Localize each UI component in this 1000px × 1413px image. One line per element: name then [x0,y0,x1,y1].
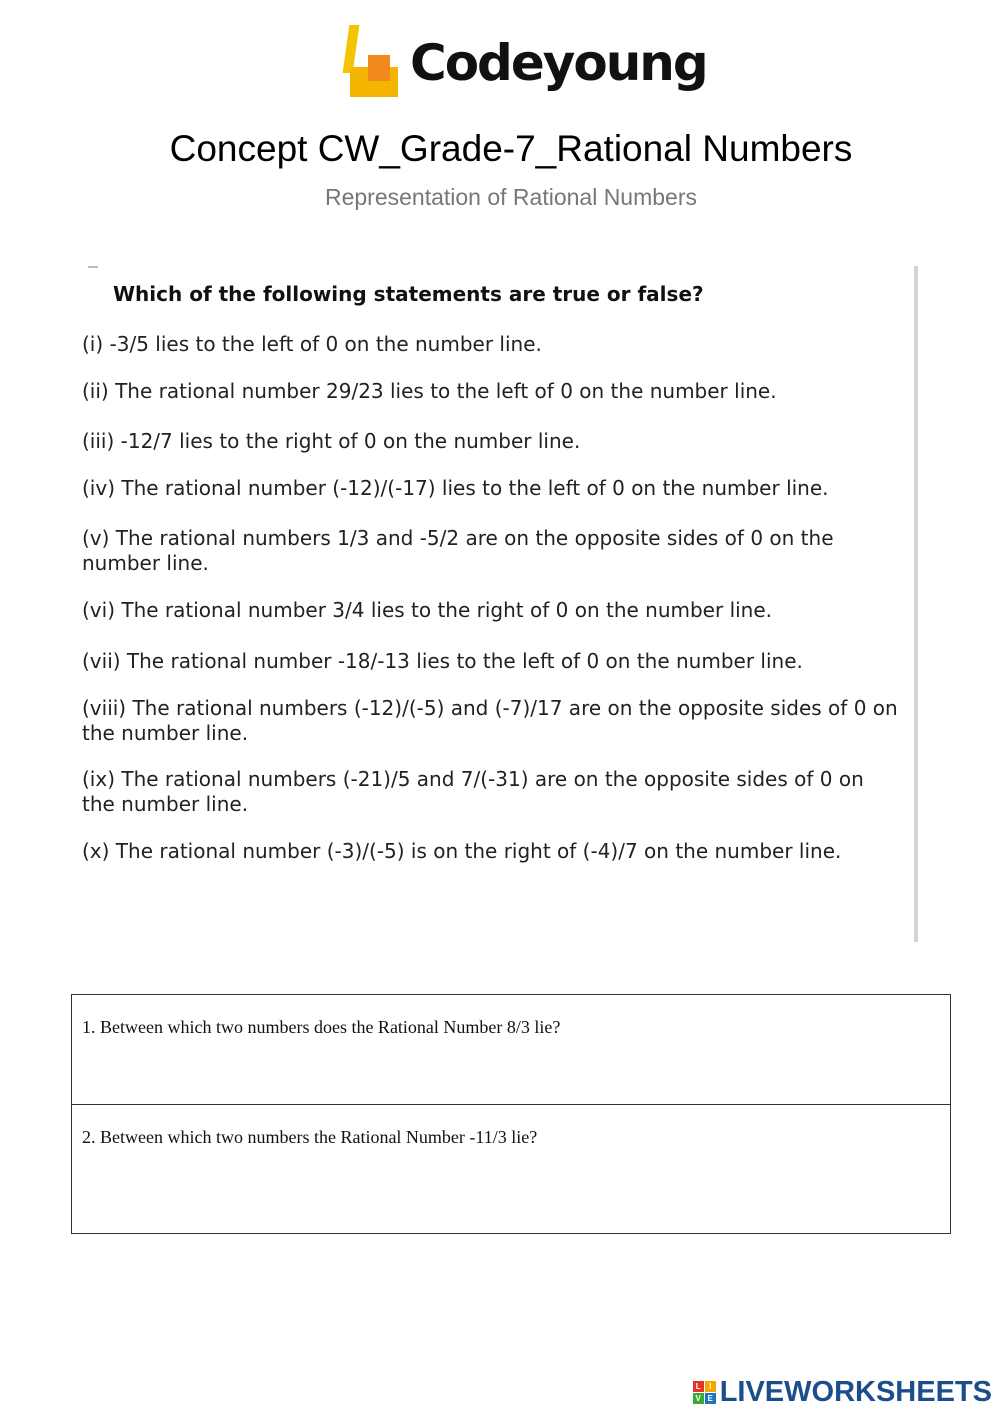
liveworksheets-brand: LIVEWORKSHEETS [719,1376,992,1408]
question-2-text: 2. Between which two numbers the Rational Number -11/3 lie? [82,1127,538,1147]
worksheet-heading: Which of the following statements are true or false? [113,282,704,306]
statement-i: (i) -3/5 lies to the left of 0 on the number line. [82,332,542,356]
statement-x: (x) The rational number (-3)/(-5) is on the right of (-4)/7 on the number line. [82,839,842,863]
statement-ii: (ii) The rational number 29/23 lies to the left of 0 on the number line. [82,379,777,403]
statement-vii: (vii) The rational number -18/-13 lies to the left of 0 on the number line. [82,649,803,673]
brand-name: Codeyoung [410,34,707,92]
liveworksheets-logo-icon [693,1381,716,1404]
statement-vi: (vi) The rational number 3/4 lies to the right of 0 on the number line. [82,598,773,622]
statement-viii: (viii) The rational numbers (-12)/(-5) and (-7)/17 are on the opposite sides of 0 on the number line. [82,696,898,745]
panel-edge [914,266,918,942]
true-false-panel [80,266,918,944]
logo-letter-v: V [693,1393,704,1404]
question-row[interactable] [72,1105,950,1233]
question-1-text: 1. Between which two numbers does the Rational Number 8/3 lie? [82,1017,561,1037]
logo-letter-l: L [693,1381,704,1392]
page-subtitle: Representation of Rational Numbers [324,184,698,210]
decorative-tick [88,266,98,268]
statement-ix: (ix) The rational numbers (-21)/5 and 7/(-31) are on the opposite sides of 0 on the number line. [82,767,864,816]
codeyoung-logo-icon [344,25,400,101]
logo-letter-e: E [705,1393,716,1404]
questions-table [71,994,951,1234]
logo-letter-i: I [705,1381,716,1392]
liveworksheets-footer [693,1376,992,1409]
codeyoung-logo [344,22,707,104]
statement-iv: (iv) The rational number (-12)/(-17) lies to the left of 0 on the number line. [82,476,829,500]
statement-iii: (iii) -12/7 lies to the right of 0 on the number line. [82,429,581,453]
question-row[interactable] [72,995,950,1105]
page-title: Concept CW_Grade-7_Rational Numbers [169,128,853,169]
statement-v: (v) The rational numbers 1/3 and -5/2 are on the opposite sides of 0 on the number line. [82,526,834,575]
